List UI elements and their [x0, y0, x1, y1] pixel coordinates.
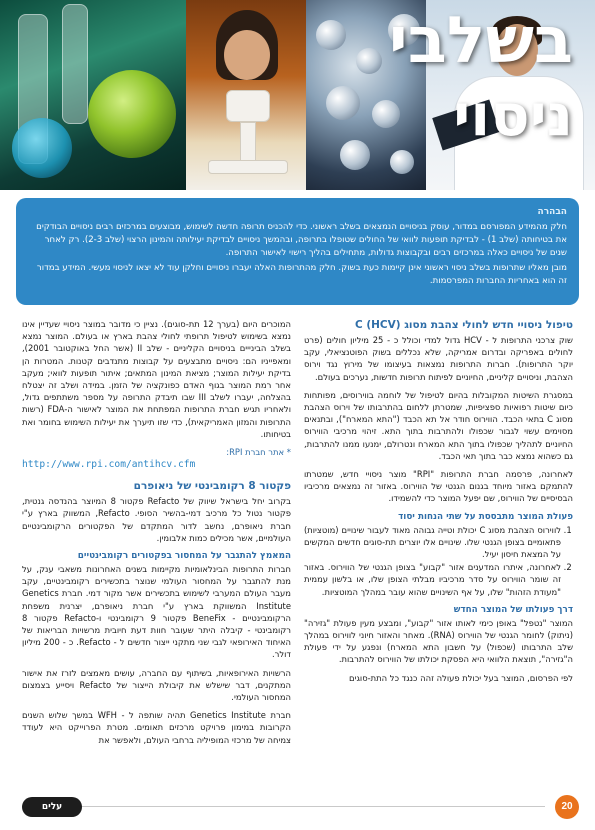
- list-item: 1. לווירוס הצהבת מסוג C יכולת וטייה גבוהה מאוד לעבור שינויים (מוטציות) פתאומיים בצופן הגנטי שלו. שינויים אלו יוצרים תת-סוגים חדשים המקשים על המצאת חיסון יעיל.: [304, 524, 561, 561]
- disclaimer-paragraph-2: מובן מאליו שתרופות בשלב ניסוי ראשוני אינן קיימות כעת בשוק. חלק מהתרופות האלה יעברו ניסויים וחלקן עוד לא יצאו לניסוי מעשי. המידע במדור זה הוא באחריות החברות המפרסמות.: [36, 263, 567, 286]
- mechanism-subtitle: דרך פעולתו של המוצר החדש: [453, 604, 573, 615]
- article-column-left: [22, 318, 291, 752]
- rpi-footnote: * אתר חברת RPI:: [226, 447, 291, 458]
- section-title-line2: ניסוי: [453, 81, 573, 149]
- shortage-paragraph-3: חברת Genetics Institute תהיה שותפה ל - WFH במשך שלוש השנים הקרובות במימון פרויקט מרכזים תאומים. מטרת הפרוייקט היא לעודד צמיחה של מרכזי המופיליה ברחבי העולם, ולאפשר את: [22, 710, 291, 745]
- hcv-paragraph-2: במסגרת השיטות המקובלות בהיום לטיפול של לוחמה בווירוסים, מפותחות כיום שיטות רפואיות ספציפיות, שמטרתן ללחום בהתרבותו של וירוס הצהבת מסוג C בתאי הכבד. הווירוס חודר אל תא הכבד ("התא המארח"), ובתנאים מסוימים עשוי לגבור שכפולו ולהתרבות בתוך התא. זיהוי מרכיבי הווירוס החיוניים לתהליך שכפולו בתוך התא המארח ונטרולם, ימנעו ממנו להתרבות, גם כשהוא נמצא כבר בתוך תאי הכבד.: [304, 389, 573, 461]
- lab-flask-photo: [0, 0, 186, 190]
- assumptions-list: [304, 524, 573, 598]
- microscope-photo: [186, 0, 306, 190]
- hcv-continued-paragraph: המוכרים היום (בערך 12 תת-סוגים). נציין כי מדובר במוצר ניסויי שעדיין אינו נמצא בשימוש לטיפול תרופתי לחולי צהבת בארץ או בעולם. המוצר נמצא בשלב הבינייים בניסויים הקליניים - שלב II (אשר החל באוקטובר 2001), ומאפייניו הם: ניסויים מתבצעים על קבוצות מתנדבים קטנות. המטרות הן בדיקת יעילות המוצר; מציאת המינון המתאים; איתור תופעות לוואי; מעקב אחר רמת המוצר בגוף האדם כפונקציה של הזמן. במידה ושלב זה יצטלח בהצלחה, יעברו לשלב III שבו תיבדק התרופה על מספר משתתפים גדול, ולאחריו תגיש חברת התרופות המפתחת את המוצר לאישור ה-FDA (רשות התרופות והמזון האמריקאית), כדי שזו תיערך את יעילות השימוש בחומר ואת בטיחותו.: [22, 319, 291, 439]
- mechanism-paragraph-1: המוצר "נטפל" באופן כימי לאותו אזור "קבוע", ומבצע מעין פעולת "גזירה" (ניתוק) לחומר הגנטי של הווירוס (RNA). מאחר והאזור חיוני לווירוס במהלך שלב התרבותו (שכפול) על חשבון התא המארח) ונפגע על ידי פעולת ה"גזירה", תוצאת הלוואי היא הפסקת יכולתו של הווירוס להתרבות.: [304, 617, 573, 665]
- shortage-paragraph-2: הרשויות האירופאיות, בשיתוף עם החברה, עושים מאמצים לזרז את אישור המתקנים, דבר שישלש את קיבולת הייצור של Refacto ויסייע בצמצום המחסור העולמי.: [22, 667, 291, 703]
- hcv-article-title: טיפול ניסויי חדש לחולי צהבת מסוג C (HCV): [354, 319, 573, 331]
- page-number-badge: 20: [555, 795, 579, 819]
- article-column-right: [304, 318, 573, 690]
- section-title-line1: בשלבי: [388, 4, 573, 78]
- hcv-paragraph-1: שוק צרכני התרופות ל - HCV גדול למדי וכולל כ - 25 מיליון חולים (פרט לחולים באפריקה ובדרום אמריקה, שלא נכללים בשוק הפוטנציאלי, עקב יוקר התרופות). חברות התרופות נמצאות בעיצומו של מירוץ נגד וירוס הצהבת, וניסויים קליניים, החיוניים לפיתוח תרופות חדשות, נערכים בעולם.: [304, 335, 573, 382]
- section-title: [389, 6, 573, 150]
- rpi-url-link[interactable]: http://www.rpi.com/antihcv.cfm: [22, 459, 196, 471]
- footer-divider: [22, 806, 545, 807]
- header-photo-strip: [0, 0, 595, 190]
- list-item: 2. לאחרונה, איתרו המדענים אזור "קבוע" בצופן הגנטי של הווירוס. באזור זה שומר הווירוס על סדר מרכיביו מבלתי הצופן שלו, או בלשון עממית "מעודת הזהות" שלו, על אף השינויים שהוא עובר במהלך המוטציות.: [304, 561, 561, 598]
- factor8-article-title: פקטור 8 רקומבינטי של ניאופרם: [133, 480, 291, 493]
- disclaimer-title: הבהרה: [537, 207, 567, 217]
- disclaimer-paragraph-1: חלק מהמידע המפורסם במדור, עוסק בניסויים הנמצאים בשלב ראשוני. כדי להכניס תרופה חדשה לשימוש, מבוצעים במרכזים רבים ניסויים הבודקים את בטיחותה (שלב 1) - לבדיקת תופעות לוואי של החולים שטופלו בתרופה, ובהמשך ניסויים לבדיקת יעילותה והמינון הרצוי (שלב 2-3). רק לאחר שנים של ניסויים כאלה במרכזים רבים ובקבוצות גדולות, מתחילים בהליך רישוי לאישור התרופה.: [36, 222, 567, 258]
- magazine-logo: עלים: [22, 797, 82, 817]
- mechanism-paragraph-2: לפי הפרסום, המוצר בעל יכולת פעולה זהה כנגד כל התת-סוגים: [349, 672, 573, 683]
- disclaimer-box: [16, 198, 579, 305]
- shortage-subtitle: המאמץ להתגבר על המחסור בפקטורים רקומבינטיים: [77, 551, 291, 562]
- assumptions-subtitle: פעולת המוצר מתבססת על שתי הנחות יסוד: [398, 511, 573, 522]
- hcv-paragraph-3: לאחרונה, פרסמה חברת התרופות "RPI" מוצר ניסויי חדש, שמטרתו להתמקם באזור מיוחד בגנום הגנטי של הווירוס. באזור זה נמצאים מרכיביו הבסיסיים של הווירוס, שם יפעל המוצר כדי להשמידו.: [304, 469, 573, 504]
- shortage-paragraph-1: חברות התרופות הבינלאומיות מקיימות בשנים האחרונות משאבי ענק, על מנת להתגבר על המחסור העולמי שנוצר בתכשירים רקומבינטיים, עקב מעבר העולם המערבי לשימוש בתכשירים אשר מקור דמי. חברת Genetics Institute המשווקת בארץ ע"י חברת ניאופרם, יצרנית משפחת הרקומבינטיים - BeneFix פקטור 9 רקומבינטי ו-Refacto פקטור 8 רקומבינטי - קיבלה היתר שעובר חוות דעת חיובית מרשויות הבריאות של האיחוד האירופאי לגבי שני מתקני ייצור חדשים ל - Refacto. כ - 200 מיליון דולר.: [22, 564, 292, 660]
- factor8-paragraph-1: בקרוב יחל בישראל שיווק של Refacto פקטור 8 המיוצר בהנדסה גנטית, פקטור נטול כל מרכיב דמי-בהשיר הסופי. Refacto, המשווק בארץ ע"י חברת ניאופרם, נחשב לדור המתקדם של הפקטורים הרקומבינטיים העולמיים, אשר מכילים כמות אלבומין.: [22, 496, 292, 543]
